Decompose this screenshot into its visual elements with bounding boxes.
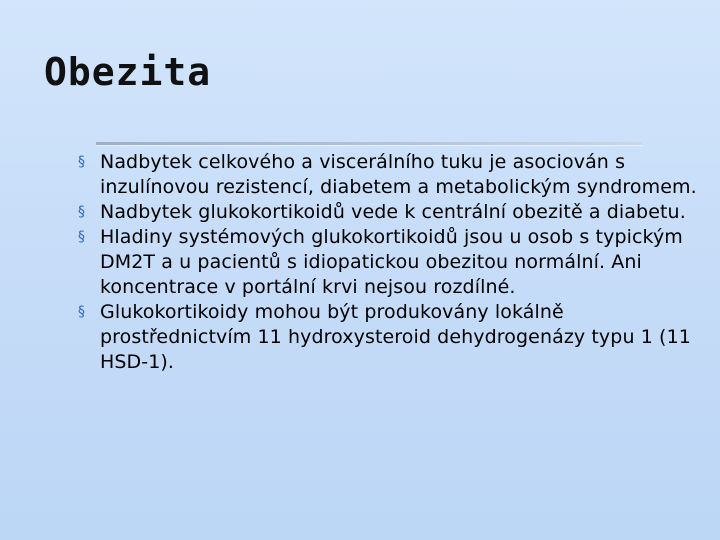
list-item-text: Nadbytek celkového a viscerálního tuku je asociován s inzulínovou rezistencí, diabetem a metabolickým syndromem. (100, 151, 697, 198)
bullet-icon: § (78, 154, 86, 170)
list-item (78, 300, 698, 375)
list-item (78, 150, 698, 200)
bullet-icon: § (78, 204, 86, 220)
bullet-icon: § (78, 229, 86, 245)
list-item-text: Hladiny systémových glukokortikoidů jsou u osob s typickým DM2T a u pacientů s idiopatickou obezitou normální. Ani koncentrace v portální krvi nejsou rozdílné. (100, 226, 683, 298)
bullet-list (78, 150, 698, 375)
title-divider (96, 142, 642, 145)
slide-title: Obezita (44, 50, 212, 94)
list-item (78, 200, 698, 225)
list-item-text: Nadbytek glukokortikoidů vede k centrální obezitě a diabetu. (100, 201, 686, 223)
list-item (78, 225, 698, 300)
bullet-icon: § (78, 304, 86, 320)
list-item-text: Glukokortikoidy mohou být produkovány lokálně prostřednictvím 11 hydroxysteroid dehydrogenázy typu 1 (11 HSD-1). (100, 301, 691, 373)
